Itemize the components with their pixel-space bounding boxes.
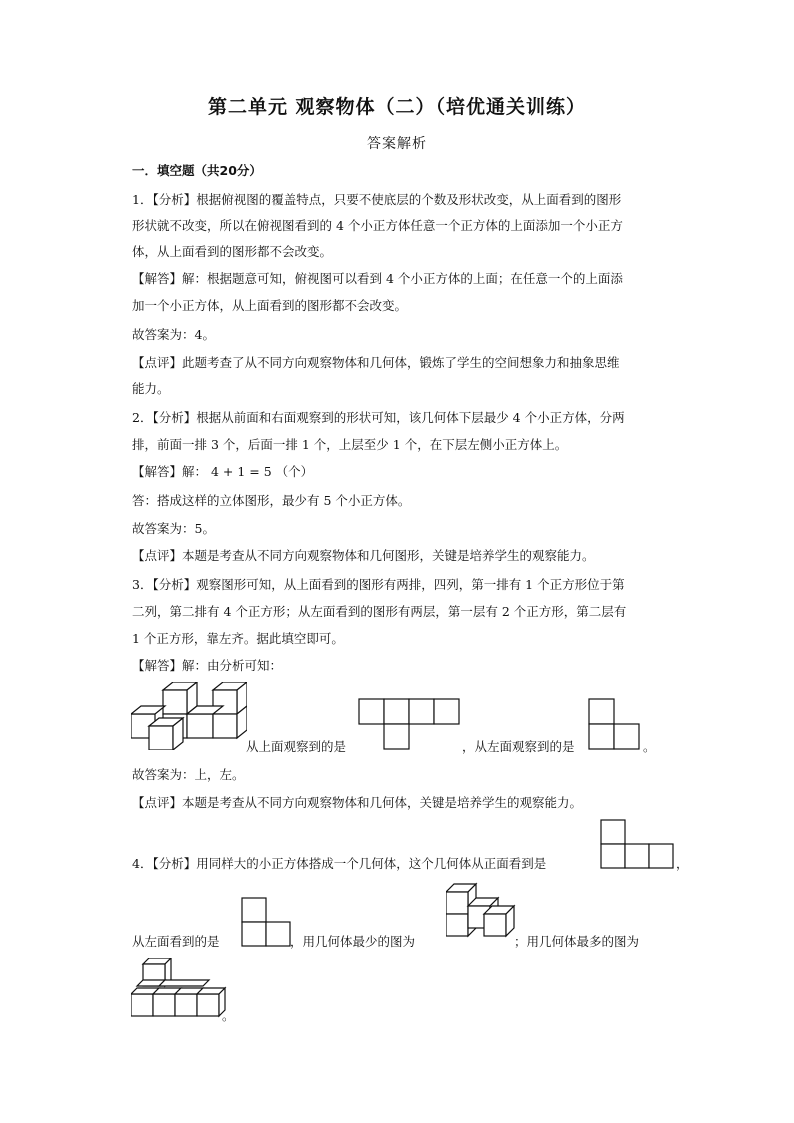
q4-line-1: 4．【分析】用同样大的小正方体搭成一个几何体，这个几何体从正面看到是 — [132, 856, 547, 871]
q4-front-view-figure — [600, 819, 676, 869]
q1-line-3: 体，从上面看到的图形都不会改变。 — [132, 244, 333, 259]
q3-line-2: 二列，第二排有 4 个正方形；从左面看到的图形有两层，第一层有 2 个正方形，第二层有 — [132, 604, 627, 619]
q3-line-1: 3．【分析】观察图形可知，从上面看到的图形有两排，四列，第一排有 1 个正方形位于第 — [132, 577, 625, 592]
q4-line-2a: 从左面看到的是 — [132, 934, 220, 949]
q1-line-2: 形状就不改变，所以在俯视图看到的 4 个小正方体任意一个正方体的上面添加一个小正方 — [132, 218, 623, 233]
section-heading: 一．填空题（共20分） — [132, 163, 262, 178]
q3-fig-text-3: 。 — [643, 739, 656, 754]
q3-fig-text-2: ，从左面观察到的是 — [462, 739, 575, 754]
q2-line-2: 排，前面一排 3 个，后面一排 1 个，上层至少 1 个，在下层左侧小正方体上。 — [132, 437, 568, 452]
q4-left-view-figure — [241, 897, 293, 947]
q1-line-7: 【点评】此题考查了从不同方向观察物体和几何体，锻炼了学生的空间想象力和抽象思维 — [132, 355, 620, 370]
page-title: 第二单元 观察物体（二）（培优通关训练） — [207, 96, 587, 118]
q2-line-4: 答：搭成这样的立体图形，最少有 5 个小正方体。 — [132, 493, 411, 508]
q3-line-6: 【点评】本题是考查从不同方向观察物体和几何体，关键是培养学生的观察能力。 — [132, 795, 583, 810]
q3-cube-figure — [131, 682, 247, 750]
q3-line-4: 【解答】解：由分析可知： — [132, 658, 283, 673]
q3-top-view-figure — [358, 698, 462, 750]
q1-line-6: 故答案为：4。 — [132, 327, 215, 342]
q1-line-4: 【解答】解：根据题意可知，俯视图可以看到 4 个小正方体的上面；在任意一个的上面添 — [132, 271, 623, 286]
q2-line-6: 【点评】本题是考查从不同方向观察物体和几何图形，关键是培养学生的观察能力。 — [132, 548, 595, 563]
q3-line-5: 故答案为：上，左。 — [132, 767, 245, 782]
q2-line-1: 2．【分析】根据从前面和右面观察到的形状可知，该几何体下层最少 4 个小正方体，分两 — [132, 410, 625, 425]
q3-left-view-figure — [588, 698, 642, 750]
q2-line-5: 故答案为：5。 — [132, 521, 215, 536]
q4-line-2c: ；用几何体最多的图为 — [514, 934, 640, 949]
q4-line-3-end: 。 — [222, 1008, 235, 1023]
q4-line-2b: ，用几何体最少的图为 — [290, 934, 416, 949]
page-subtitle: 答案解析 — [367, 136, 427, 152]
q2-line-3: 【解答】解： 4 + 1 = 5 （个） — [132, 464, 314, 479]
q4-max-cubes-figure — [131, 958, 227, 1020]
q3-fig-text-1: 从上面观察到的是 — [246, 739, 347, 754]
q4-min-cubes-figure — [446, 882, 516, 944]
q3-line-3: 1 个正方形，靠左齐。据此填空即可。 — [132, 631, 344, 646]
q1-line-5: 加一个小正方体，从上面看到的图形都不会改变。 — [132, 298, 408, 313]
q1-line-1: 1．【分析】根据俯视图的覆盖特点，只要不使底层的个数及形状改变，从上面看到的图形 — [132, 192, 622, 207]
q4-line-1-end: ， — [676, 856, 689, 871]
q1-line-8: 能力。 — [132, 381, 170, 396]
